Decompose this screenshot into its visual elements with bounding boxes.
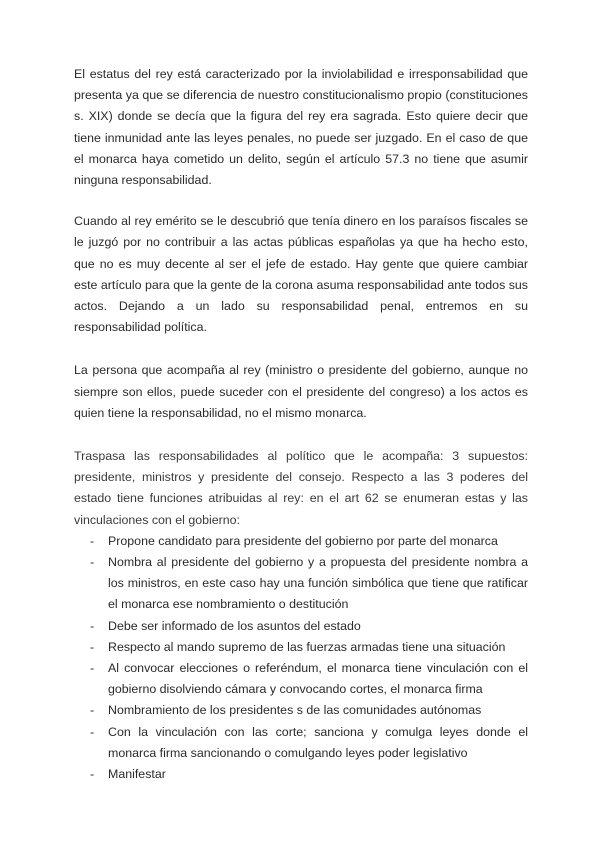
functions-list xyxy=(74,531,528,785)
document-page xyxy=(74,64,528,785)
bullet-dash: - xyxy=(90,703,95,718)
list-item-text: Al convocar elecciones o referéndum, el monarca tiene vinculación con el gobierno disolviendo cámara y convocando cortes, el monarca firma xyxy=(108,661,528,697)
paragraph-status-rey: El estatus del rey está caracterizado por la inviolabilidad e irresponsabilidad que presenta ya que se diferencia de nuestro constitucionalismo propio (constituciones s. XIX) donde se decía que la figura del rey era sagrada. Esto quiere decir que tiene inmunidad ante las leyes penales, no puede ser juzgado. En el caso de que el monarca haya cometido un delito, según el artículo 57.3 no tiene que asumir ninguna responsabilidad. xyxy=(74,67,528,188)
bullet-dash: - xyxy=(90,767,95,782)
list-item xyxy=(74,616,528,637)
list-item-text: Manifestar xyxy=(108,767,166,782)
bullet-dash: - xyxy=(90,724,95,739)
list-item xyxy=(74,658,528,700)
list-item xyxy=(74,637,528,658)
list-item xyxy=(74,531,528,552)
list-item-text: Nombramiento de los presidentes s de las comunidades autónomas xyxy=(108,703,482,718)
list-item-text: Nombra al presidente del gobierno y a propuesta del presidente nombra a los ministros, en este caso hay una función simbólica que tiene que ratificar el monarca ese nombramiento o destitución xyxy=(108,555,528,612)
bullet-dash: - xyxy=(90,533,95,548)
paragraph-persona-acompana: La persona que acompaña al rey (ministro o presidente del gobierno, aunque no siempre son ellos, puede suceder con el presidente del congreso) a los actos es quien tiene la responsabilidad, no el mismo monarca. xyxy=(74,363,528,420)
bullet-dash: - xyxy=(90,555,95,570)
list-item xyxy=(74,764,528,785)
paragraph-traspasa: Traspasa las responsabilidades al político que le acompaña: 3 supuestos: presidente, ministros y presidente del consejo. Respecto a las 3 poderes del estado tiene funciones atribuidas al rey: en el art 62 se enumeran estas y las vinculaciones con el gobierno: xyxy=(74,449,528,527)
list-item xyxy=(74,722,528,764)
list-item xyxy=(74,700,528,721)
bullet-dash: - xyxy=(90,661,95,676)
paragraph-rey-emerito: Cuando al rey emérito se le descubrió que tenía dinero en los paraísos fiscales se le juzgó por no contribuir a las actas públicas españolas ya que ha hecho esto, que no es muy decente al ser el jefe de estado. Hay gente que quiere cambiar este artículo para que la gente de la corona asuma responsabilidad ante todos sus actos. Dejando a un lado su responsabilidad penal, entremos en su responsabilidad política. xyxy=(74,214,528,335)
bullet-dash: - xyxy=(90,639,95,654)
bullet-dash: - xyxy=(90,618,95,633)
list-item-text: Propone candidato para presidente del gobierno por parte del monarca xyxy=(108,533,498,548)
list-item xyxy=(74,552,528,616)
list-item-text: Debe ser informado de los asuntos del estado xyxy=(108,618,361,633)
list-item-text: Con la vinculación con las corte; sanciona y comulga leyes donde el monarca firma sancionando o comulgando leyes poder legislativo xyxy=(108,724,528,760)
list-item-text: Respecto al mando supremo de las fuerzas armadas tiene una situación xyxy=(108,639,506,654)
